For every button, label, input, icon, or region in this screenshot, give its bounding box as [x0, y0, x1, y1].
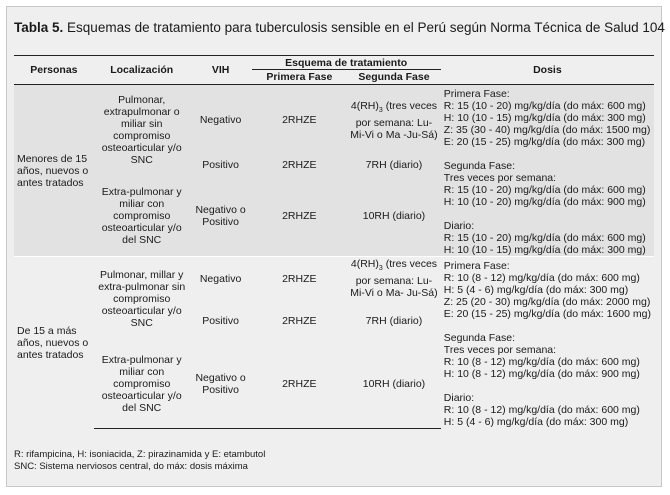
header-segunda-fase: Segunda Fase	[347, 70, 441, 85]
header-esquema: Esquema de tratamiento	[252, 56, 441, 70]
primera-fase-cell: 2RHZE	[252, 155, 348, 175]
treatment-table	[14, 55, 654, 429]
group-menores	[14, 85, 654, 257]
table-title: Tabla 5. Esquemas de tratamiento para tuberculosis sensible en el Perú según Norma Técnica de Salud 104	[14, 20, 665, 35]
segunda-fase-cell: $4(RH)_3$ (tres veces por semana: Lu-Mi-Vi o Ma -Ju-Sá)	[347, 85, 441, 156]
header-primera-fase: Primera Fase	[252, 70, 348, 85]
header-vih: VIH	[190, 56, 252, 85]
primera-fase-cell: 2RHZE	[252, 257, 348, 301]
segunda-fase-cell: $4(RH)_3$ (tres veces por semana: Lu-Mi-Vi o Ma- Ju-Sá)	[347, 257, 441, 301]
localizacion-cell: Extra-pulmonar y miliar con compromiso osteoarticular y/o del SNC	[94, 176, 190, 257]
vih-cell: Negativo o Positivo	[190, 341, 252, 428]
group-mayores	[14, 257, 654, 429]
footnote-line: R: rifampicina, H: isoniacida, Z: pirazinamida y E: etambutol	[14, 449, 266, 460]
segunda-fase-cell: 7RH (diario)	[347, 301, 441, 341]
footnote-line: SNC: Sistema nerviosos central, do máx: dosis máxima	[14, 461, 248, 472]
primera-fase-cell: 2RHZE	[252, 176, 348, 257]
vih-cell: Negativo	[190, 85, 252, 156]
segunda-fase-cell: 7RH (diario)	[347, 155, 441, 175]
header-localizacion: Localización	[94, 56, 190, 85]
primera-fase-cell: 2RHZE	[252, 301, 348, 341]
dosis-cell: Primera Fase: R: 10 (8 - 12) mg/kg/día (do máx: 600 mg) H: 5 (4 - 6) mg/kg/día (do máx: 300 mg) Z: 25 (20 - 30) mg/kg/día (do máx: 2000 mg) E: 20 (15 - 25) mg/kg/día (do máx: 1600 mg) Segunda Fase: Tres veces por semana: R: 10 (8 - 12) mg/kg/día (do máx: 600 mg) H: 10 (8 - 12) mg/kg/día (do máx: 900 mg) Diario: R: 10 (8 - 12) mg/kg/día (do máx: 600 mg) H: 5 (4 - 6) mg/kg/día (do máx: 300 mg)	[441, 257, 654, 429]
personas-cell: Menores de 15 años, nuevos o antes tratados	[14, 85, 94, 257]
primera-fase-cell: 2RHZE	[252, 341, 348, 428]
table-footnote	[14, 449, 265, 473]
vih-cell: Positivo	[190, 301, 252, 341]
localizacion-cell: Extra-pulmonar y miliar con compromiso osteoarticular y/o del SNC	[94, 341, 190, 428]
personas-cell: De 15 a más años, nuevos o antes tratados	[14, 257, 94, 429]
dosis-cell: Primera Fase: R: 15 (10 - 20) mg/kg/día (do máx: 600 mg) H: 10 (10 - 15) mg/kg/día (do máx: 300 mg) Z: 35 (30 - 40) mg/kg/día (do máx: 1500 mg) E: 20 (15 - 25) mg/kg/día (do máx: 300 mg) Segunda Fase: Tres veces por semana: R: 15 (10 - 20) mg/kg/día (do máx: 600 mg) H: 10 (10 - 20) mg/kg/día (do máx: 900 mg) Diario: R: 15 (10 - 20) mg/kg/día (do máx: 600 mg) H: 10 (10 - 15) mg/kg/día (do máx: 300 mg)	[441, 85, 654, 257]
header-dosis: Dosis	[441, 56, 654, 85]
header-personas: Personas	[14, 56, 94, 85]
segunda-fase-cell: 10RH (diario)	[347, 176, 441, 257]
localizacion-cell: Pulmonar, millar y extra-pulmonar sin compromiso osteoarticular y/o SNC	[94, 257, 190, 342]
vih-cell: Positivo	[190, 155, 252, 175]
vih-cell: Negativo o Positivo	[190, 176, 252, 257]
segunda-fase-cell: 10RH (diario)	[347, 341, 441, 428]
localizacion-cell: Pulmonar, extrapulmonar o miliar sin compromiso osteoarticular y/o SNC	[94, 85, 190, 176]
vih-cell: Negativo	[190, 257, 252, 301]
primera-fase-cell: 2RHZE	[252, 85, 348, 156]
